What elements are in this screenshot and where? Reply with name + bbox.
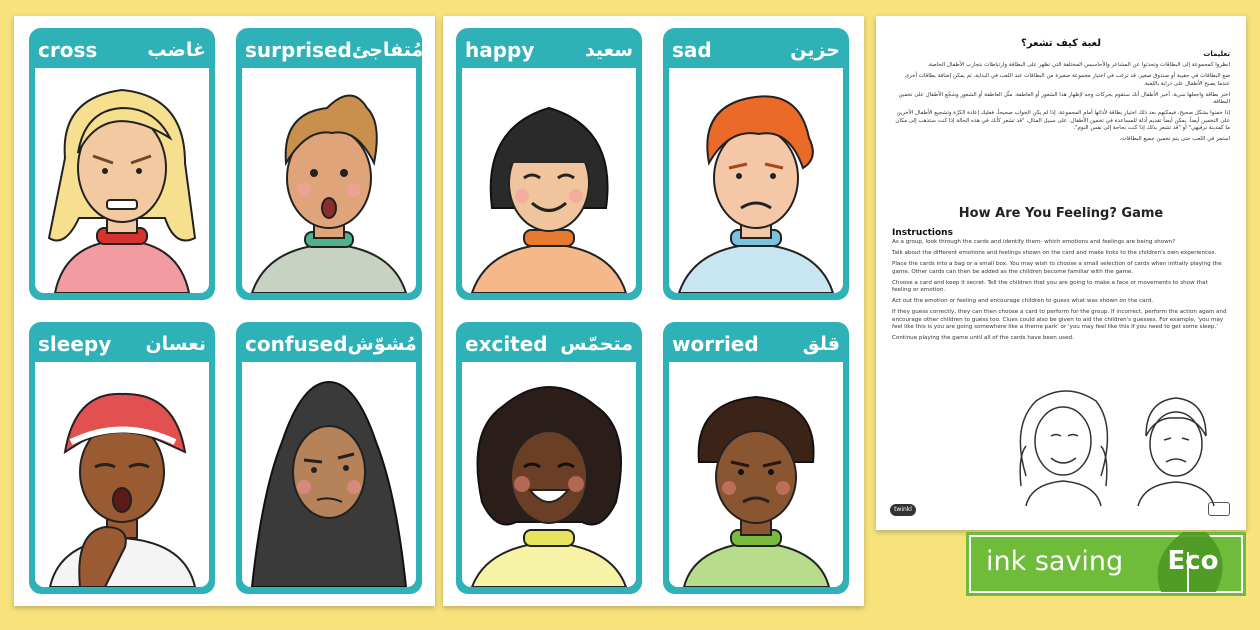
arabic-paragraph: استمر في اللعب حتى يتم تخمين جميع البطاقات. [1119, 136, 1230, 143]
card-illustration [462, 68, 636, 293]
card-label-en: confused [245, 332, 348, 356]
card-illustration [35, 68, 209, 293]
instructions-sheet [876, 16, 1246, 530]
confused-face-illustration [242, 362, 416, 587]
card-label-ar: مُشوّش [347, 333, 417, 355]
footer-badge-icon [1208, 502, 1230, 516]
card-happy [456, 28, 642, 300]
card-illustration [462, 362, 636, 587]
card-sad [663, 28, 849, 300]
excited-face-illustration [462, 362, 636, 587]
english-paragraph: Talk about the different emotions and feelings shown on the card and make links to the children's own experiences. [892, 250, 1217, 257]
card-label-ar: حزين [790, 39, 840, 61]
card-label-en: sad [672, 38, 712, 62]
card-sleepy [29, 322, 215, 594]
card-label-en: surprised [245, 38, 352, 62]
card-worried [663, 322, 849, 594]
card-illustration [242, 68, 416, 293]
arabic-title: لعبة كيف تشعر؟ [1021, 38, 1101, 49]
english-paragraph: As a group, look through the cards and identify them- which emotions and feelings are being shown? [892, 239, 1176, 245]
arabic-instructions [894, 62, 1230, 148]
arabic-heading: تعليمات [1203, 50, 1230, 58]
card-label-en: worried [672, 332, 759, 356]
left-card-sheet [14, 16, 435, 606]
english-paragraph: Place the cards into a bag or a small box. You may wish to choose a small selection of cards when initially playing the game. Other cards can then be added as the children become familiar with the game. [892, 261, 1222, 275]
cross-face-illustration [35, 68, 209, 293]
english-title: How Are You Feeling? Game [958, 206, 1164, 221]
english-paragraph: Choose a card and keep it secret. Tell the children that you are going to make a face or movements to show that feeling or emotion. [892, 279, 1208, 294]
english-instructions [892, 239, 1228, 346]
english-paragraph: Continue playing the game until all of the cards have been used. [892, 335, 1074, 342]
card-label-ar: نعسان [145, 333, 206, 355]
twinkl-logo: twinkl [890, 504, 916, 516]
card-illustration [35, 362, 209, 587]
card-illustration [242, 362, 416, 587]
card-label-en: happy [465, 38, 535, 62]
english-heading: Instructions [892, 228, 953, 238]
card-cross [29, 28, 215, 300]
card-label-ar: غاضب [147, 39, 206, 61]
card-label-ar: قلق [802, 333, 840, 355]
card-illustration [669, 68, 843, 293]
card-confused [236, 322, 422, 594]
card-label-ar: مُتفاجئ [351, 39, 424, 61]
arabic-paragraph: اختر بطاقة واجعلها سرية. أخبر الأطفال أنك ستقوم بحركات وجه لإظهار هذا الشعور أو العاطفة. مثّل العاطفة أو الشعور وشجّع الأطفال على تخمين البطاقة. [898, 91, 1230, 106]
card-surprised [236, 28, 422, 300]
arabic-paragraph: إذا خمنوا بشكل صحيح، فيمكنهم بعد ذلك اختيار بطاقة لأدائها أمام المجموعة. إذا لم يكن الجواب صحيحاً، فعليك إعادة الكرّة وتشجيع الأطفال الآخرين على التخمين أيضاً. يمكن أيضاً تقديم أدلة للمساعدة في تخمين الأطفال. على سبيل المثال، "قد تشعر كأنك في هذه الحالة إذا كنت ستذهب إلى مكان ما كمدينة ترفيهي" أو "قد تشعر بذلك إذا كنت بحاجة إلى نفس النوم". [895, 110, 1230, 132]
card-label-en: excited [465, 332, 548, 356]
card-label-en: cross [38, 38, 98, 62]
line-art-faces-illustration [1006, 386, 1226, 506]
middle-card-sheet [443, 16, 864, 606]
ink-saving-label: ink saving [986, 546, 1124, 577]
card-label-ar: سعيد [584, 39, 633, 61]
sad-face-illustration [669, 68, 843, 293]
english-paragraph: Act out the emotion or feeling and encourage children to guess what was shown on the card. [892, 298, 1154, 305]
arabic-paragraph: ضع البطاقات في حقيبة أو صندوق صغير. قد ترغب في اختيار مجموعة صغيرة من البطاقات عند اللعب في البداية، ثم يمكن إضافة بطاقات أخرى عندما يصبح الأطفال على دراية باللعبة. [904, 73, 1230, 87]
arabic-paragraph: انظروا كمجموعة إلى البطاقات وتحدثوا عن المشاعر والأحاسيس المختلفة التي تظهر على البطاقة وارتباطات بتجارب الأطفال الخاصة. [927, 62, 1230, 68]
worried-face-illustration [669, 362, 843, 587]
card-illustration [669, 362, 843, 587]
card-excited [456, 322, 642, 594]
surprised-face-illustration [242, 68, 416, 293]
english-paragraph: If they guess correctly, they can then choose a card to perform for the group. If incorrect, perform the action again and encourage other children to guess too. Clues could also be given to aid the children's guesses. For example, 'you may feel like this is you are going somewhere like a theme park' or 'you may feel like this if you need to get some sleep.' [892, 309, 1227, 330]
card-label-ar: متحمّس [560, 333, 633, 355]
happy-face-illustration [462, 68, 636, 293]
sleepy-face-illustration [35, 362, 209, 587]
eco-label: Eco [1167, 546, 1219, 576]
card-label-en: sleepy [38, 332, 112, 356]
